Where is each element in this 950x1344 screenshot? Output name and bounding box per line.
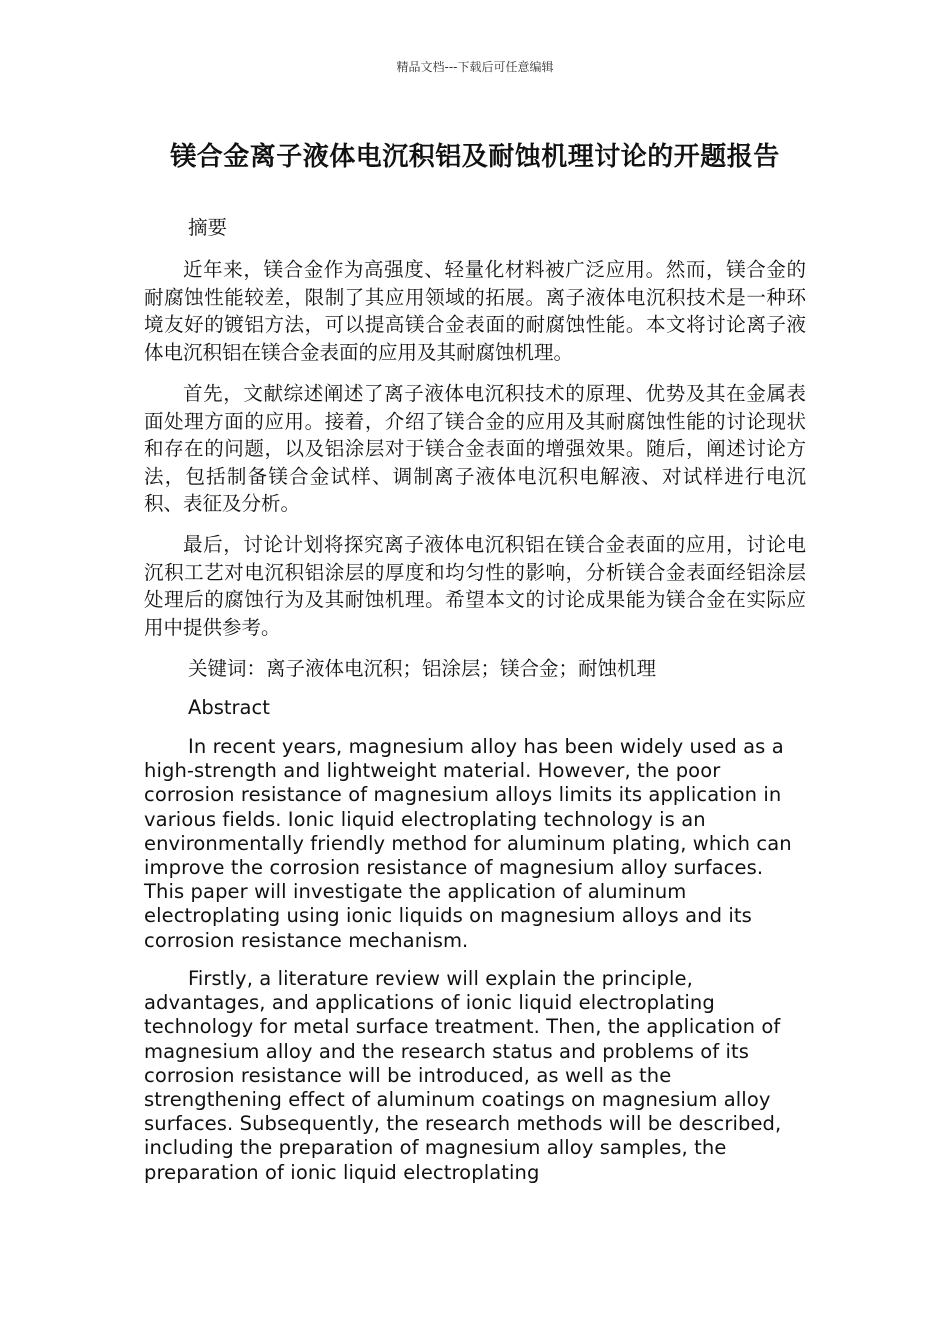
abstract-cn-heading: 摘要	[188, 216, 228, 239]
abstract-en-paragraph-1-block	[144, 735, 806, 953]
abstract-cn-section	[144, 214, 806, 242]
abstract-cn-paragraph-1-block	[144, 256, 806, 366]
abstract-en-heading: Abstract	[188, 696, 270, 719]
abstract-en-paragraph-1: In recent years, magnesium alloy has been widely used as a high-strength and lightweight material. However, the poor corrosion resistance of magnesium alloys limits its application in various fields. Ionic liquid electroplating technology is an environmentally friendly method for aluminum plating, which can improve the corrosion resistance of magnesium alloy surfaces. This paper will investigate the application of aluminum electroplating using ionic liquids on magnesium alloys and its corrosion resistance mechanism.	[144, 735, 792, 952]
keywords-cn-block	[144, 655, 806, 683]
abstract-en-heading-block	[144, 694, 806, 722]
abstract-en-paragraph-2: Firstly, a literature review will explain the principle, advantages, and applications of ionic liquid electroplating technology for metal surface treatment. Then, the application of magnesium alloy and the research status and problems of its corrosion resistance will be introduced, as well as the strengthening effect of aluminum coatings on magnesium alloy surfaces. Subsequently, the research methods will be described, including the preparation of magnesium alloy samples, the preparation of ionic liquid electroplating	[144, 967, 782, 1184]
abstract-cn-paragraph-2: 首先，文献综述阐述了离子液体电沉积技术的原理、优势及其在金属表面处理方面的应用。接着，介绍了镁合金的应用及其耐腐蚀性能的讨论现状和存在的问题，以及铝涂层对于镁合金表面的增强效果。随后，阐述讨论方法，包括制备镁合金试样、调制离子液体电沉积电解液、对试样进行电沉积、表征及分析。	[144, 382, 806, 515]
abstract-cn-paragraph-3: 最后，讨论计划将探究离子液体电沉积铝在镁合金表面的应用，讨论电沉积工艺对电沉积铝涂层的厚度和均匀性的影响，分析镁合金表面经铝涂层处理后的腐蚀行为及其耐蚀机理。希望本文的讨论成果能为镁合金在实际应用中提供参考。	[144, 533, 806, 639]
abstract-en-paragraph-2-block	[144, 967, 806, 1185]
document-title: 镁合金离子液体电沉积铝及耐蚀机理讨论的开题报告	[170, 142, 780, 172]
abstract-cn-paragraph-1: 近年来，镁合金作为高强度、轻量化材料被广泛应用。然而，镁合金的耐腐蚀性能较差，限制了其应用领域的拓展。离子液体电沉积技术是一种环境友好的镀铝方法，可以提高镁合金表面的耐腐蚀性能。本文将讨论离子液体电沉积铝在镁合金表面的应用及其耐腐蚀机理。	[144, 258, 806, 364]
abstract-cn-paragraph-2-block	[144, 380, 806, 518]
page-header: 精品文档---下载后可任意编辑	[396, 60, 554, 74]
abstract-cn-paragraph-3-block	[144, 531, 806, 641]
keywords-cn: 关键词：离子液体电沉积；铝涂层；镁合金；耐蚀机理	[188, 657, 657, 680]
